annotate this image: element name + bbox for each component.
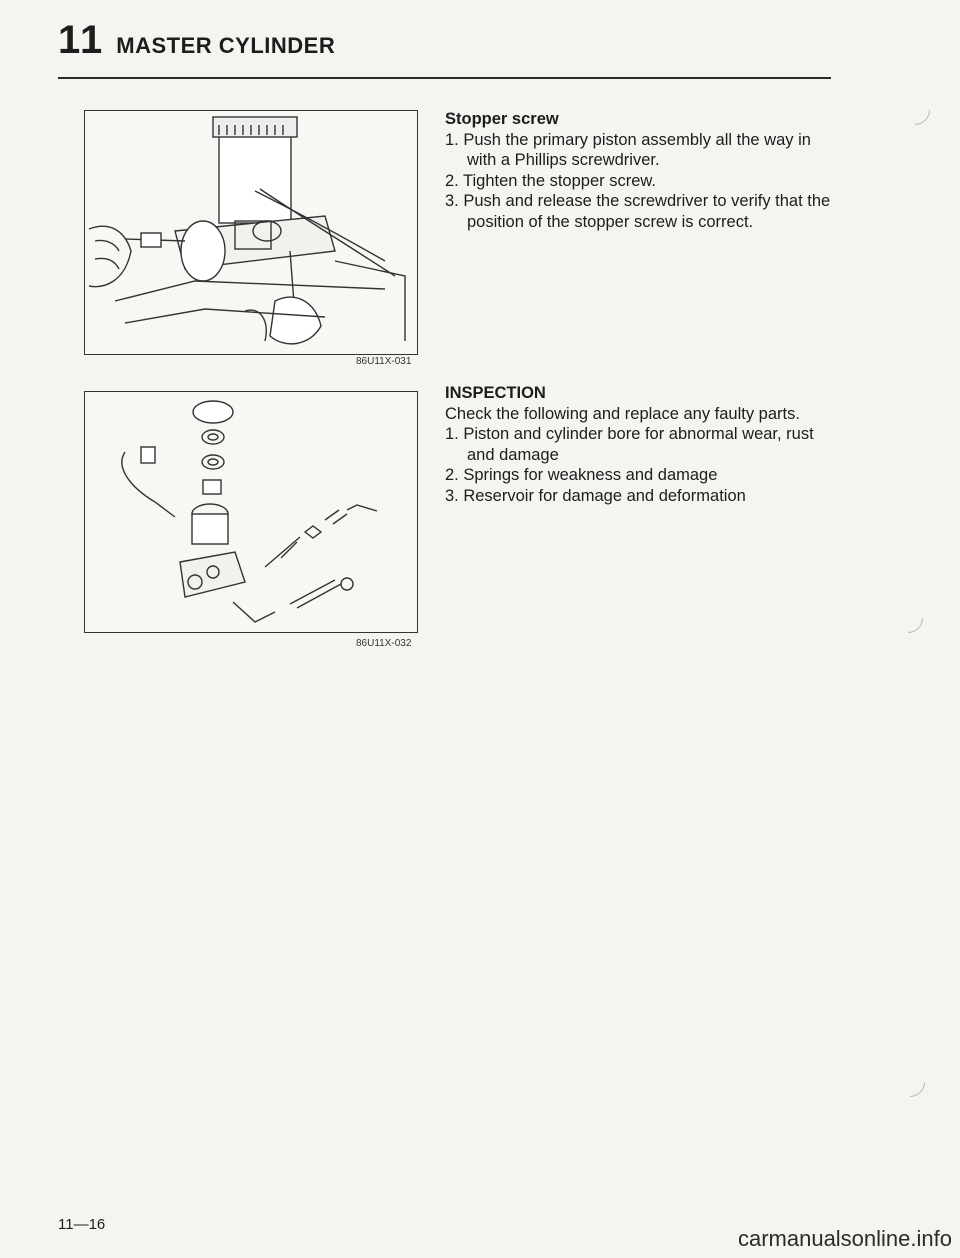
binding-mark: [915, 110, 930, 125]
exploded-view-illustration: [85, 392, 417, 632]
figure-inspection: [84, 391, 418, 633]
figure-code: 86U11X-032: [356, 638, 412, 649]
inspection-section: [445, 383, 837, 506]
inspection-item: 2. Springs for weakness and damage: [445, 466, 718, 484]
stopper-step: 2. Tighten the stopper screw.: [445, 171, 656, 190]
figure-code: 86U11X-031: [356, 356, 412, 367]
binding-mark: [908, 618, 923, 633]
page-header: [58, 18, 335, 63]
master-cylinder-illustration: [85, 111, 417, 354]
figure-stopper-screw: [84, 110, 418, 355]
section-title: MASTER CYLINDER: [116, 33, 336, 58]
header-rule: [58, 77, 831, 79]
stopper-heading: Stopper screw: [445, 110, 559, 128]
watermark: carmanualsonline.info: [737, 1226, 952, 1251]
inspection-items: [445, 424, 837, 506]
page-number: 11—16: [58, 1216, 106, 1233]
inspection-item: 1. Piston and cylinder bore for abnormal wear, rust and damage: [445, 425, 814, 464]
stopper-steps: [445, 130, 837, 233]
inspection-heading: INSPECTION: [445, 384, 546, 402]
stopper-screw-section: [445, 109, 837, 232]
inspection-intro: Check the following and replace any faulty parts.: [445, 404, 800, 423]
binding-mark: [910, 1082, 925, 1097]
stopper-step: 3. Push and release the screwdriver to verify that the position of the stopper screw is correct.: [445, 192, 831, 231]
section-number: 11: [58, 18, 105, 62]
inspection-item: 3. Reservoir for damage and deformation: [445, 486, 746, 505]
stopper-step: 1. Push the primary piston assembly all the way in with a Phillips screwdriver.: [445, 130, 811, 169]
